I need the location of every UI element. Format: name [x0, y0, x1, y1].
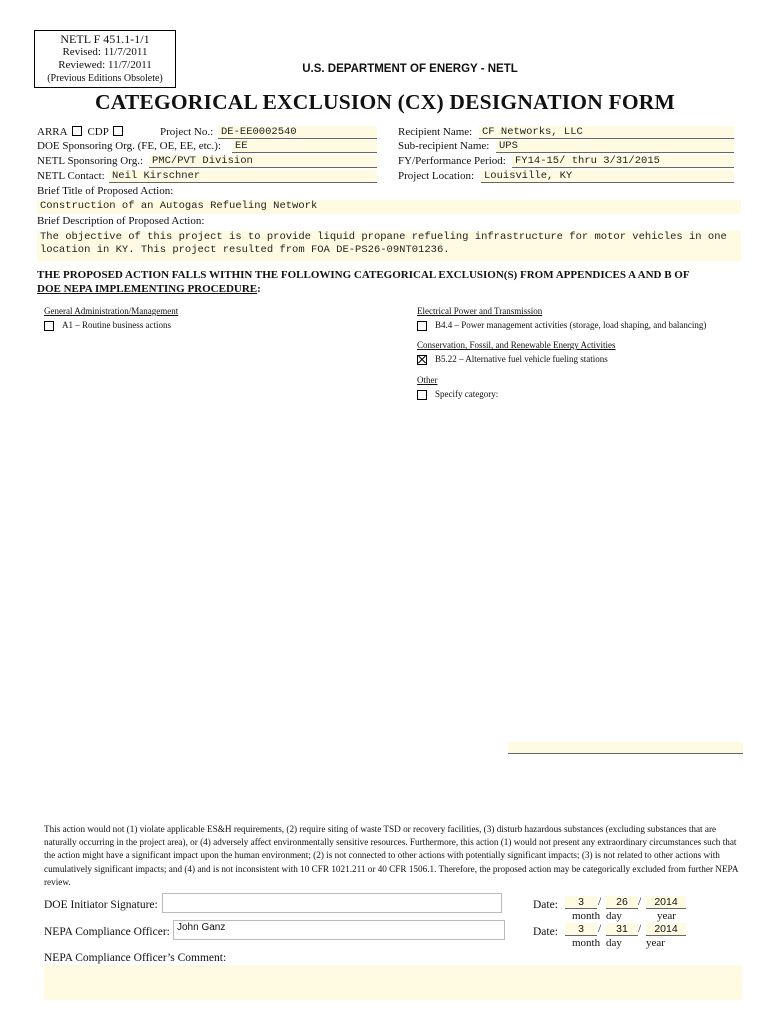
- specify-category-label: Specify category:: [435, 388, 499, 399]
- officer-date-day[interactable]: 31: [606, 923, 638, 936]
- cx-item: [44, 319, 404, 333]
- date-sep: /: [598, 896, 602, 908]
- year-caption: year: [657, 910, 676, 922]
- sponsoring-org-label: DOE Sponsoring Org. (FE, OE, EE, etc.):: [37, 140, 222, 152]
- arra-cdp-row: [37, 126, 126, 138]
- recipient-field[interactable]: CF Networks, LLC: [479, 126, 734, 139]
- performance-label: FY/Performance Period:: [398, 155, 506, 167]
- subrecipient-field[interactable]: UPS: [496, 140, 734, 153]
- date-sep: /: [598, 923, 602, 935]
- subrecipient-label: Sub-recipient Name:: [398, 140, 490, 152]
- year-caption: year: [646, 937, 665, 949]
- cx-checkbox[interactable]: [417, 355, 427, 365]
- project-no-field[interactable]: DE-EE0002540: [218, 126, 377, 139]
- cdp-checkbox[interactable]: [113, 126, 123, 136]
- initiator-date-day[interactable]: 26: [606, 896, 638, 909]
- cdp-label: CDP: [87, 126, 109, 138]
- initiator-signature-label: DOE Initiator Signature:: [44, 899, 158, 911]
- netl-contact-field[interactable]: Neil Kirschner: [109, 170, 377, 183]
- specify-category-field[interactable]: [508, 742, 743, 754]
- arra-label: ARRA: [37, 126, 67, 138]
- month-caption: month: [572, 937, 601, 949]
- date-sep: /: [638, 923, 642, 935]
- day-caption: day: [606, 910, 622, 922]
- cx-item: [417, 353, 752, 367]
- month-caption: month: [572, 910, 601, 922]
- officer-comment-field[interactable]: [44, 965, 742, 1000]
- netl-sponsoring-label: NETL Sponsoring Org.:: [37, 155, 144, 167]
- location-label: Project Location:: [398, 170, 475, 182]
- form-id-box: [34, 30, 176, 88]
- determination-paragraph: This action would not (1) violate applicable ES&H requirements, (2) require siting of waste TSD or recovery facilities, (3) disturb hazardous substances (excluding substances that are naturally occurring in the project area), or (4) adversely affect environmentally sensitive resources. Furthermore, this action (1) would not present any extraordinary circumstances such that the action might have a significant impact upon the human environment; (2) is not connected to other actions with potentially significant impacts; (3) is not related to other actions with cumulatively significant impacts; and (4) and is not inconsistent with 10 CFR 1021.211 or 40 CFR 1506.1. Therefore, the proposed action may be categorically excluded from further NEPA review.: [44, 824, 738, 887]
- initiator-date-year[interactable]: 2014: [646, 896, 686, 909]
- netl-contact-label: NETL Contact:: [37, 170, 105, 182]
- form-title: CATEGORICAL EXCLUSION (CX) DESIGNATION FORM: [95, 90, 675, 114]
- cx-checkbox[interactable]: [417, 321, 427, 331]
- officer-date-year[interactable]: 2014: [646, 923, 686, 936]
- nepa-officer-name: John Ganz: [177, 922, 226, 933]
- recipient-label: Recipient Name:: [398, 126, 473, 138]
- obsolete-note: (Previous Editions Obsolete): [47, 73, 163, 84]
- cx-checkbox[interactable]: [44, 321, 54, 331]
- netl-sponsoring-field[interactable]: PMC/PVT Division: [149, 155, 377, 168]
- initiator-date-label: Date:: [533, 899, 558, 911]
- location-field[interactable]: Louisville, KY: [481, 170, 734, 183]
- date-sep: /: [638, 896, 642, 908]
- initiator-date-month[interactable]: 3: [565, 896, 597, 909]
- cx-heading-colon: :: [257, 283, 261, 295]
- officer-date-label: Date:: [533, 926, 558, 938]
- officer-comment-label: NEPA Compliance Officer’s Comment:: [44, 952, 227, 964]
- other-item: [417, 388, 752, 402]
- cx-section-heading: [37, 268, 737, 296]
- project-no-label: Project No.:: [160, 126, 214, 138]
- nepa-officer-label: NEPA Compliance Officer:: [44, 926, 170, 938]
- arra-checkbox[interactable]: [72, 126, 82, 136]
- officer-date-month[interactable]: 3: [565, 923, 597, 936]
- right-cx-column: [417, 305, 752, 401]
- cx-item: [417, 319, 752, 333]
- revised-date: Revised: 11/7/2011: [62, 46, 148, 58]
- group-title-general-administration-management: General Administration/Management: [44, 306, 179, 316]
- sponsoring-org-field[interactable]: EE: [232, 140, 377, 153]
- department-header: U.S. DEPARTMENT OF ENERGY - NETL: [302, 63, 518, 75]
- brief-desc-label: Brief Description of Proposed Action:: [37, 215, 205, 227]
- cx-heading-line1: THE PROPOSED ACTION FALLS WITHIN THE FOLLOWING CATEGORICAL EXCLUSION(S) FROM APPENDICES A AND B OF: [37, 269, 690, 281]
- performance-field[interactable]: FY14-15/ thru 3/31/2015: [512, 155, 734, 168]
- other-checkbox[interactable]: [417, 390, 427, 400]
- brief-title-label: Brief Title of Proposed Action:: [37, 185, 174, 197]
- group-title-other: Other: [417, 374, 438, 385]
- cx-heading-line2: DOE NEPA IMPLEMENTING PROCEDURE: [37, 283, 258, 295]
- initiator-signature-box[interactable]: [162, 893, 502, 913]
- form-code: NETL F 451.1-1/1: [60, 32, 150, 46]
- cx-item-label: B5.22 – Alternative fuel vehicle fueling stations: [435, 354, 608, 365]
- group-title-electrical-power-and-transmission: Electrical Power and Transmission: [417, 306, 543, 316]
- cx-item-label: B4.4 – Power management activities (storage, load shaping, and balancing): [435, 319, 707, 330]
- group-title-conservation-fossil-and-renewable-energy-activities: Conservation, Fossil, and Renewable Energy Activities: [417, 340, 616, 351]
- brief-desc-field[interactable]: The objective of this project is to provide liquid propane refueling infrastructure for motor vehicles in one location in KY. This project resulted from FOA DE-PS26-09NT01236.: [37, 231, 741, 261]
- left-cx-column: [44, 305, 404, 332]
- brief-title-field[interactable]: Construction of an Autogas Refueling Network: [37, 200, 741, 214]
- reviewed-date: Reviewed: 11/7/2011: [58, 59, 152, 71]
- day-caption: day: [606, 937, 622, 949]
- cx-item-label: A1 – Routine business actions: [62, 319, 171, 330]
